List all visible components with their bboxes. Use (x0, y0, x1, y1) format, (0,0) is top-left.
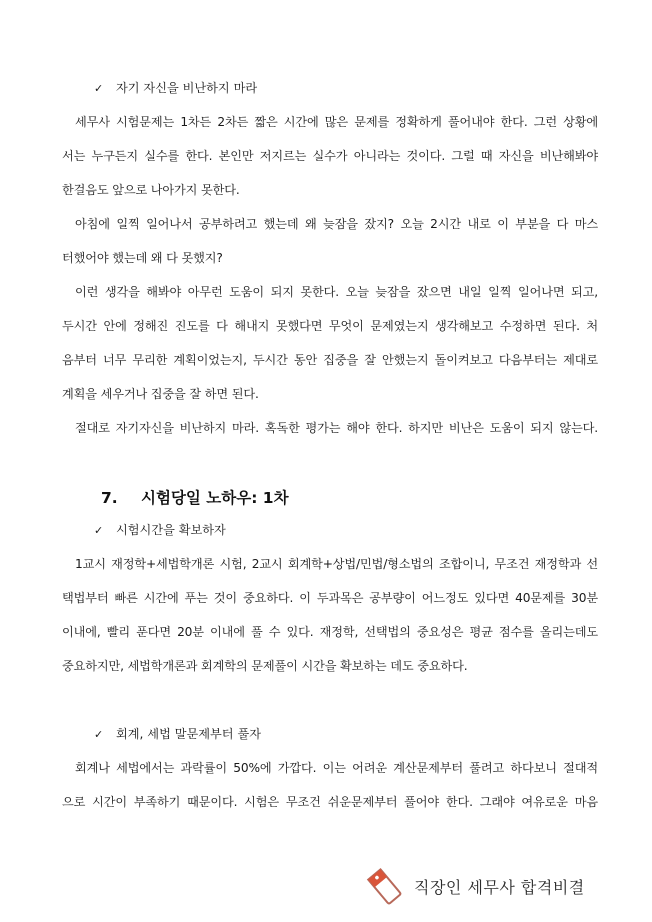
checkmark-icon: ✓ (94, 82, 104, 95)
tag-icon (364, 865, 404, 907)
paragraph-line: 1교시 재정학+세법학개론 시험, 2교시 회계학+상법/민법/형소법의 조합이니, 무조건 재정학과 선 (75, 557, 598, 571)
paragraph-line: 중요하지만, 세법학개론과 회계학의 문제풀이 시간을 확보하는 데도 중요하다. (62, 659, 468, 673)
paragraph-line: 절대로 자기자신을 비난하지 마라. 혹독한 평가는 해야 한다. 하지만 비난은 도움이 되지 않는다. (75, 421, 598, 435)
section-number: 7. (101, 489, 118, 507)
bullet-self-criticism (94, 80, 257, 97)
section-heading (101, 488, 289, 508)
bullet-label: 자기 자신을 비난하지 마라 (116, 81, 258, 95)
paragraph-line: 으로 시간이 부족하기 때문이다. 시험은 무조건 쉬운문제부터 풀어야 한다. 그래야 여유로운 마음 (62, 795, 598, 809)
paragraph-line: 택법부터 빠른 시간에 푸는 것이 중요하다. 이 두과목은 공부량이 어느정도 있다면 40문제를 30분 (62, 591, 598, 605)
brand-text: 직장인 세무사 합격비결 (414, 877, 585, 897)
paragraph-line: 아침에 일찍 일어나서 공부하려고 했는데 왜 늦잠을 잤지? 오늘 2시간 내로 이 부분을 다 마스 (75, 217, 598, 231)
bullet-label: 회계, 세법 말문제부터 풀자 (116, 727, 262, 741)
bullet-label: 시험시간을 확보하자 (116, 523, 226, 537)
checkmark-icon: ✓ (94, 524, 104, 537)
paragraph-line: 한걸음도 앞으로 나아가지 못한다. (62, 183, 240, 197)
bullet-secure-time (94, 522, 226, 539)
bullet-word-problems-first (94, 726, 261, 743)
paragraph-line: 세무사 시험문제는 1차든 2차든 짧은 시간에 많은 문제를 정확하게 풀어내야 한다. 그런 상황에 (75, 115, 598, 129)
paragraph-line: 서는 누구든지 실수를 한다. 본인만 저지르는 실수가 아니라는 것이다. 그럴 때 자신을 비난해봐야 (62, 149, 598, 163)
section-title: 시험당일 노하우: 1차 (141, 489, 289, 507)
checkmark-icon: ✓ (94, 728, 104, 741)
paragraph-line: 계획을 세우거나 집중을 잘 하면 된다. (62, 387, 259, 401)
paragraph-line: 이내에, 빨리 푼다면 20분 이내에 풀 수 있다. 재정학, 선택법의 중요성은 평균 점수를 올리는데도 (62, 625, 598, 639)
paragraph-line: 터했어야 했는데 왜 다 못했지? (62, 251, 223, 265)
paragraph-line: 음부터 너무 무리한 계획이었는지, 두시간 동안 집중을 잘 안했는지 돌이켜보고 다음부터는 제대로 (62, 353, 598, 367)
paragraph-line: 회계나 세법에서는 과락률이 50%에 가깝다. 이는 어려운 계산문제부터 풀려고 하다보니 절대적 (75, 761, 598, 775)
footer-brand (364, 862, 585, 910)
paragraph-line: 이런 생각을 해봐야 아무런 도움이 되지 못한다. 오늘 늦잠을 잤으면 내일 일찍 일어나면 되고, (75, 285, 598, 299)
paragraph-line: 두시간 안에 정해진 진도를 다 해내지 못했다면 무엇이 문제였는지 생각해보고 수정하면 된다. 처 (62, 319, 598, 333)
